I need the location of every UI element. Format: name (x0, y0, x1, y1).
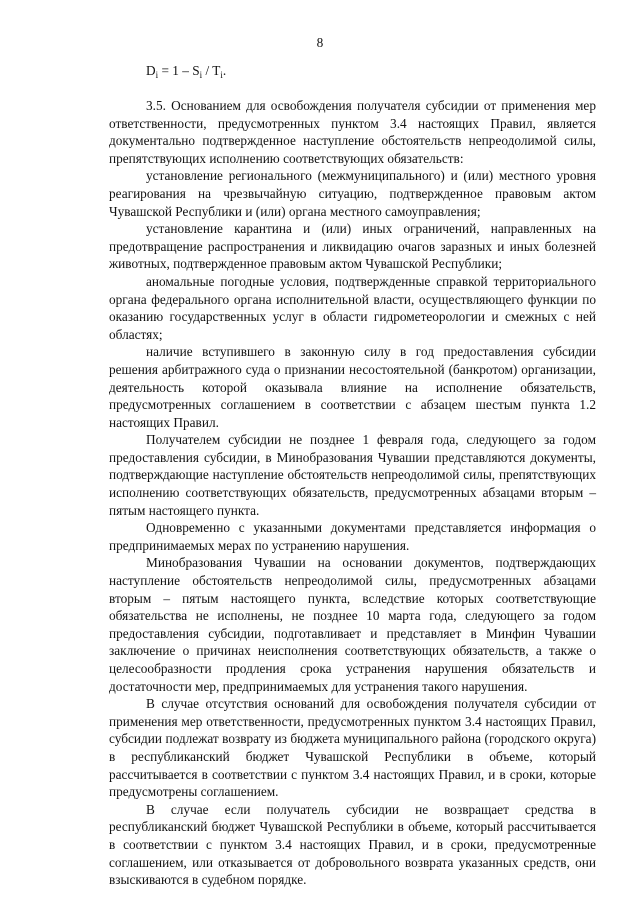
paragraph-emergency-response: установление регионального (межмуниципального) и (или) местного уровня реагирования на чрезвычайную ситуацию, подтвержденное правовым актом Чувашской Республики и (или) органа местного самоуправления; (109, 168, 596, 219)
formula-equals: = 1 – (158, 63, 193, 78)
paragraph-quarantine: установление карантина и (или) иных ограничений, направленных на предотвращение распространения и ликвидацию очагов заразных и иных болезней животных, подтвержденное правовым актом Чувашской Республики; (109, 221, 596, 272)
formula-term1: S (192, 63, 200, 78)
paragraph-documents-deadline: Получателем субсидии не позднее 1 февраля года, следующего за годом предоставления субсидии, в Минобразования Чувашии представляются документы, подтверждающие наступление обстоятельств непреодолимой силы, препятствующих исполнению соответствующих обязательств, предусмотренных абзацами вторым – пятым настоящего пункта. (109, 432, 596, 518)
paragraph-3-5-intro: 3.5. Основанием для освобождения получателя субсидии от применения мер ответственности, предусмотренных пунктом 3.4 настоящих Правил, является документально подтвержденное наступление обстоятельств непреодолимой силы, препятствующих исполнению соответствующих обязательств: (109, 98, 596, 166)
page-number: 8 (316, 35, 324, 50)
paragraph-ministry-conclusion: Минобразования Чувашии на основании документов, подтверждающих наступление обстоятельств непреодолимой силы, предусмотренных абзацами вторым – пятым настоящего пункта, вследствие которых соответствующие обязательства не исполнены, не позднее 10 марта года, следующего за годом предоставления субсидии, подготавливает и представляет в Минфин Чувашии заключение о причинах неисполнения соответствующих обязательств, а также о целесообразности продления срока устранения нарушения обязательств и достаточности мер, предпринимаемых для устранения такого нарушения. (109, 555, 596, 694)
formula-term2: T (212, 63, 221, 78)
paragraph-court-recovery: В случае если получатель субсидии не возвращает средства в республиканский бюджет Чувашской Республики в объеме, который рассчитывается в соответствии с пунктом 3.4 настоящих Правил, и в сроки, предусмотренные соглашением, или отказывается от добровольного возврата указанных средств, они взыскиваются в судебном порядке. (109, 801, 596, 888)
formula-end: . (222, 63, 227, 78)
document-body (109, 97, 596, 889)
paragraph-subsidy-return: В случае отсутствия оснований для освобождения получателя субсидии от применения мер ответственности, предусмотренных пунктом 3.4 настоящих Правил, субсидии подлежат возврату из бюджета муниципального района (городского округа) в республиканский бюджет Чувашской Республики в объеме, который рассчитывается в соответствии с пунктом 3.4 настоящих Правил, и в сроки, которые предусмотрены соглашением. (109, 696, 596, 800)
formula-term1-subscript: i (199, 70, 203, 80)
paragraph-bankruptcy: наличие вступившего в законную силу в год предоставления субсидии решения арбитражного суда о признании несостоятельной (банкротом) организации, деятельность которой оказывала влияние на исполнение обязательств, предусмотренных соглашением в соответствии с абзацем шестым пункта 1.2 настоящих Правил. (109, 344, 596, 430)
formula-term2-subscript: i (220, 70, 223, 80)
formula-lhs-subscript: i (155, 70, 159, 80)
formula-line (146, 62, 226, 80)
paragraph-remediation-info: Одновременно с указанными документами представляется информация о предпринимаемых мерах по устранению нарушения. (109, 520, 596, 553)
formula-divide: / (202, 63, 213, 78)
formula-lhs: D (146, 63, 156, 78)
paragraph-weather-conditions: аномальные погодные условия, подтвержденные справкой территориального органа федерального органа исполнительной власти, осуществляющего функции по оказанию государственных услуг в области гидрометеорологии и смежных с ней областях; (109, 273, 596, 342)
